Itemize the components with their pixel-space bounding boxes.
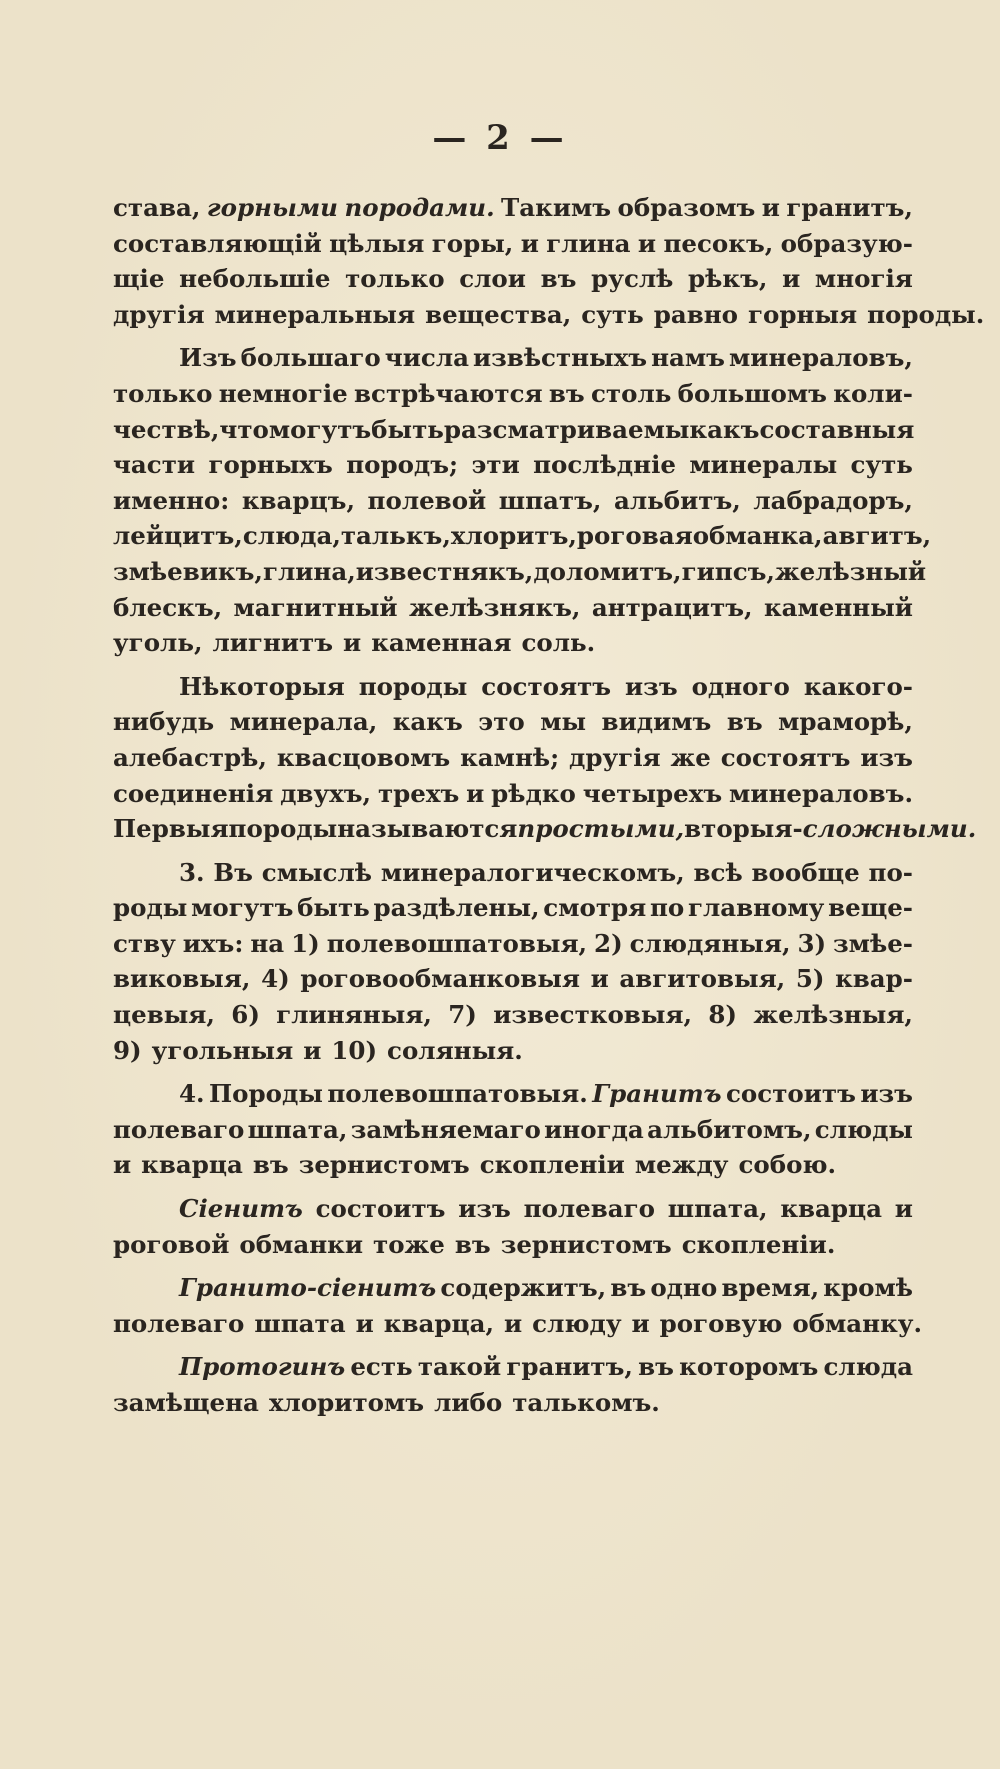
word: слюда, bbox=[242, 521, 341, 551]
word: хлоритомъ bbox=[268, 1388, 425, 1417]
word: ству bbox=[113, 928, 176, 958]
word: суть bbox=[850, 450, 913, 480]
word: какого- bbox=[803, 671, 913, 701]
word: нибудь bbox=[113, 707, 215, 737]
word: полевошпатовыя. bbox=[327, 1079, 588, 1109]
word: и bbox=[520, 228, 539, 258]
word: 7) bbox=[448, 1000, 477, 1030]
word: немногіе bbox=[218, 378, 348, 408]
word: небольшіе bbox=[179, 264, 331, 294]
word: става, bbox=[113, 193, 201, 222]
text-line bbox=[113, 1349, 913, 1385]
word: же bbox=[670, 742, 711, 772]
word: ихъ: bbox=[182, 928, 244, 958]
word: цѣлыя bbox=[329, 228, 425, 258]
text-line bbox=[113, 518, 932, 554]
word: альбитъ, bbox=[613, 485, 741, 515]
word: составляющій bbox=[113, 228, 322, 258]
word: квасцовомъ bbox=[276, 742, 451, 772]
word: вещества, bbox=[425, 299, 572, 329]
word: авгитовыя, bbox=[619, 964, 786, 994]
word: кварца, bbox=[383, 1308, 494, 1338]
word: состоитъ bbox=[315, 1194, 446, 1224]
word: квар- bbox=[835, 964, 913, 994]
word: полевой bbox=[367, 485, 487, 515]
word: какъ bbox=[689, 414, 760, 444]
word: Въ bbox=[213, 857, 253, 887]
word: многія bbox=[814, 264, 913, 294]
word: горы, bbox=[431, 228, 514, 258]
word: разсматриваемы bbox=[443, 414, 690, 444]
word: могутъ bbox=[191, 893, 294, 923]
word: обманки bbox=[239, 1229, 364, 1259]
word: что bbox=[219, 414, 269, 444]
text-line bbox=[113, 1227, 913, 1263]
word: талькъ, bbox=[340, 521, 451, 551]
word: изъ bbox=[860, 742, 913, 772]
word: шпатъ, bbox=[498, 485, 602, 515]
word: 2) bbox=[594, 928, 623, 958]
text-line bbox=[113, 340, 913, 376]
word: змѣе- bbox=[833, 928, 913, 958]
word: могутъ bbox=[268, 414, 372, 444]
word: роды bbox=[113, 893, 188, 923]
word: горныя bbox=[748, 299, 858, 329]
word: соль. bbox=[521, 628, 596, 658]
word: слюда bbox=[823, 1352, 913, 1382]
word: талькомъ. bbox=[512, 1388, 660, 1417]
word: лабрадоръ, bbox=[753, 485, 913, 515]
word: чествѣ, bbox=[113, 414, 220, 444]
word: какъ bbox=[392, 707, 463, 737]
paragraph-gap bbox=[113, 847, 913, 855]
word: по bbox=[649, 893, 685, 923]
word: алебастрѣ, bbox=[113, 742, 267, 772]
word: шпата, bbox=[667, 1194, 768, 1224]
word: въ bbox=[540, 264, 577, 294]
word: 4) bbox=[261, 964, 290, 994]
word: и bbox=[782, 264, 801, 294]
text-line bbox=[113, 669, 913, 705]
word: 10) bbox=[331, 1035, 378, 1065]
word: тоже bbox=[373, 1229, 445, 1259]
text-line bbox=[113, 1076, 913, 1112]
word: скопленіи. bbox=[681, 1229, 836, 1259]
word: 3. bbox=[179, 857, 205, 887]
word: зернистомъ bbox=[500, 1229, 672, 1259]
word: 4. bbox=[179, 1079, 205, 1109]
word: 5) bbox=[795, 964, 825, 994]
text-line bbox=[113, 961, 913, 997]
word: глина bbox=[546, 228, 631, 258]
paragraph-gap bbox=[113, 1068, 913, 1076]
word: смыслѣ bbox=[261, 857, 372, 887]
word: минераловъ, bbox=[729, 343, 913, 373]
word: песокъ, bbox=[663, 228, 774, 258]
word: породы bbox=[358, 671, 468, 701]
word: 6) bbox=[231, 1000, 260, 1030]
word: мраморѣ, bbox=[778, 707, 913, 737]
word: собою. bbox=[738, 1150, 837, 1180]
word: столь bbox=[591, 378, 672, 408]
text-line bbox=[113, 811, 977, 847]
text-line bbox=[113, 855, 913, 891]
word: двухъ, bbox=[280, 778, 372, 808]
text-line bbox=[113, 1033, 913, 1069]
text-line bbox=[113, 997, 913, 1033]
word: Нѣкоторыя bbox=[179, 671, 345, 701]
word: кварца bbox=[141, 1150, 243, 1180]
word: гранитъ, bbox=[786, 193, 913, 222]
word: и bbox=[303, 1035, 322, 1065]
word: большаго bbox=[240, 343, 381, 373]
paragraph-gap bbox=[113, 1341, 913, 1349]
word: состоятъ bbox=[481, 671, 612, 701]
word: есть bbox=[350, 1352, 413, 1382]
word: время, bbox=[721, 1273, 820, 1303]
word: желѣзнякъ, bbox=[408, 592, 581, 622]
word: другія bbox=[569, 742, 661, 772]
word: щіе bbox=[113, 264, 165, 294]
word: только bbox=[113, 378, 213, 408]
word: въ bbox=[726, 707, 763, 737]
word: породъ; bbox=[346, 450, 459, 480]
word: роговообманковыя bbox=[300, 964, 580, 994]
word: рѣкъ, bbox=[688, 264, 768, 294]
word: смотря bbox=[543, 893, 647, 923]
word: и bbox=[355, 1308, 374, 1338]
word: соляныя. bbox=[387, 1035, 523, 1065]
word: хлоритъ, bbox=[450, 521, 577, 551]
text-line bbox=[113, 1385, 913, 1421]
word: глиняныя, bbox=[276, 1000, 432, 1030]
word: Такимъ bbox=[501, 193, 612, 222]
paragraph-gap bbox=[113, 661, 913, 669]
word: простыми, bbox=[517, 814, 685, 844]
text-line bbox=[113, 776, 913, 812]
word: и bbox=[631, 1308, 650, 1338]
word: минеральныя bbox=[214, 299, 416, 329]
word: кварцъ, bbox=[241, 485, 355, 515]
word: горныхъ bbox=[208, 450, 333, 480]
word: минералогическомъ, bbox=[380, 857, 685, 887]
word: между bbox=[634, 1150, 729, 1180]
word: замѣщена bbox=[113, 1388, 259, 1417]
word: и bbox=[113, 1150, 132, 1180]
word: Гранитъ bbox=[592, 1079, 722, 1109]
word: трехъ bbox=[377, 778, 460, 808]
word: авгитъ, bbox=[822, 521, 932, 551]
word: полеваго bbox=[523, 1194, 656, 1224]
word: рѣдко bbox=[491, 778, 576, 808]
word: извѣстныхъ bbox=[473, 343, 648, 373]
word: эти bbox=[471, 450, 520, 480]
word: угольныя bbox=[151, 1035, 294, 1065]
word: роговой bbox=[113, 1229, 230, 1259]
word: скопленіи bbox=[479, 1150, 625, 1180]
text-line bbox=[113, 1112, 913, 1148]
word: быть bbox=[371, 414, 444, 444]
word: гранитъ, bbox=[506, 1352, 633, 1382]
word: руслѣ bbox=[591, 264, 674, 294]
word: другія bbox=[113, 299, 205, 329]
word: каменный bbox=[763, 592, 913, 622]
text-line bbox=[113, 625, 913, 661]
word: Протогинъ bbox=[179, 1352, 346, 1382]
word: породы. bbox=[867, 299, 985, 329]
word: въ bbox=[252, 1150, 289, 1180]
word: и bbox=[504, 1308, 523, 1338]
paragraph-gap bbox=[113, 1183, 913, 1191]
word: по- bbox=[868, 857, 913, 887]
word: альбитомъ, bbox=[647, 1114, 812, 1144]
word: изъ bbox=[458, 1194, 511, 1224]
word: числа bbox=[384, 343, 469, 373]
word: замѣняемаго bbox=[350, 1114, 541, 1144]
word: роговая bbox=[576, 521, 693, 551]
word: большомъ bbox=[677, 378, 827, 408]
word: составныя bbox=[759, 414, 915, 444]
word: лигнитъ bbox=[212, 628, 334, 658]
word: шпата bbox=[254, 1308, 346, 1338]
word: Изъ bbox=[179, 343, 237, 373]
word: обманку. bbox=[792, 1308, 923, 1338]
word: либо bbox=[434, 1388, 503, 1417]
word: полеваго bbox=[113, 1114, 245, 1144]
word: раздѣлены, bbox=[373, 893, 540, 923]
word: и bbox=[343, 628, 362, 658]
text-line bbox=[113, 412, 913, 448]
word: слюду bbox=[532, 1308, 622, 1338]
page-number: — 2 — bbox=[432, 118, 568, 158]
word: полеваго bbox=[113, 1308, 245, 1338]
text-line bbox=[113, 590, 913, 626]
word: и bbox=[761, 193, 780, 222]
word: вторыя- bbox=[684, 814, 803, 844]
word: желѣзный bbox=[774, 556, 927, 586]
word: 3) bbox=[797, 928, 827, 958]
word: встрѣчаются bbox=[354, 378, 543, 408]
word: въ bbox=[548, 378, 585, 408]
word: состоятъ bbox=[720, 742, 851, 772]
word: состоитъ bbox=[726, 1079, 856, 1109]
text-line bbox=[113, 740, 913, 776]
word: шпата, bbox=[247, 1114, 348, 1144]
text-line bbox=[113, 447, 913, 483]
word: доломитъ, bbox=[533, 556, 682, 586]
text-line bbox=[113, 376, 913, 412]
word: змѣевикъ, bbox=[113, 556, 263, 586]
word: въ bbox=[638, 1352, 674, 1382]
word: магнитный bbox=[233, 592, 398, 622]
word: гипсъ, bbox=[681, 556, 775, 586]
word: глина, bbox=[262, 556, 356, 586]
word: слюды bbox=[814, 1114, 913, 1144]
word: и bbox=[894, 1194, 913, 1224]
word: всѣ bbox=[693, 857, 743, 887]
word: которомъ bbox=[679, 1352, 819, 1382]
word: слюдяныя, bbox=[629, 928, 791, 958]
word: сложными. bbox=[802, 814, 977, 844]
text-line bbox=[113, 704, 913, 740]
word: намъ bbox=[651, 343, 725, 373]
word: Гранито-сіенитъ bbox=[179, 1273, 437, 1303]
word: каменная bbox=[371, 628, 512, 658]
word: четырехъ bbox=[582, 778, 723, 808]
word: антрацитъ, bbox=[591, 592, 753, 622]
text-line bbox=[113, 890, 913, 926]
word: кварца bbox=[780, 1194, 883, 1224]
word: полевошпатовыя, bbox=[326, 928, 588, 958]
word: Породы bbox=[209, 1079, 323, 1109]
word: кромѣ bbox=[823, 1273, 913, 1303]
word: лейцитъ, bbox=[113, 521, 243, 551]
word: быть bbox=[297, 893, 370, 923]
text-line bbox=[113, 1147, 913, 1183]
word: только bbox=[345, 264, 445, 294]
word: образомъ bbox=[617, 193, 756, 222]
word: такой bbox=[417, 1352, 502, 1382]
body-text bbox=[113, 190, 985, 1421]
word: 8) bbox=[708, 1000, 738, 1030]
word: и bbox=[590, 964, 609, 994]
word: роговую bbox=[659, 1308, 783, 1338]
word: зернистомъ bbox=[298, 1150, 470, 1180]
word: и bbox=[637, 228, 657, 258]
text-line bbox=[113, 261, 913, 297]
word: породы bbox=[228, 814, 338, 844]
word: иногда bbox=[544, 1114, 644, 1144]
word: камнѣ; bbox=[460, 742, 560, 772]
word: известнякъ, bbox=[355, 556, 534, 586]
word: минерала, bbox=[229, 707, 378, 737]
word: обманка, bbox=[692, 521, 823, 551]
word: веще- bbox=[828, 893, 913, 923]
word: главному bbox=[687, 893, 825, 923]
word: известковыя, bbox=[493, 1000, 693, 1030]
word: послѣдніе bbox=[533, 450, 676, 480]
word: образую- bbox=[780, 228, 913, 258]
paragraph-gap bbox=[113, 1262, 913, 1270]
word: слои bbox=[459, 264, 526, 294]
word: равно bbox=[653, 299, 739, 329]
word: изъ bbox=[860, 1079, 913, 1109]
word: желѣзныя, bbox=[753, 1000, 913, 1030]
word: минераловъ. bbox=[729, 778, 913, 808]
text-line bbox=[113, 926, 913, 962]
word: породами. bbox=[344, 193, 495, 222]
text-line bbox=[113, 226, 913, 262]
word: одного bbox=[691, 671, 790, 701]
word: уголь, bbox=[113, 628, 203, 658]
text-line bbox=[113, 190, 913, 226]
word: содержитъ, bbox=[440, 1273, 607, 1303]
word: Сіенитъ bbox=[179, 1194, 303, 1224]
word: это bbox=[478, 707, 525, 737]
word: блескъ, bbox=[113, 592, 223, 622]
word: соединенія bbox=[113, 778, 274, 808]
word: въ bbox=[454, 1229, 491, 1259]
word: 1) bbox=[291, 928, 320, 958]
word: 9) bbox=[113, 1035, 142, 1065]
word: минералы bbox=[689, 450, 838, 480]
word: видимъ bbox=[601, 707, 712, 737]
word: горными bbox=[206, 193, 338, 222]
word: на bbox=[250, 928, 285, 958]
word: въ bbox=[610, 1273, 647, 1303]
word: коли- bbox=[833, 378, 913, 408]
word: части bbox=[113, 450, 196, 480]
paragraph-gap bbox=[113, 332, 913, 340]
word: мы bbox=[540, 707, 587, 737]
text-line bbox=[113, 483, 913, 519]
text-line bbox=[113, 1191, 913, 1227]
word: и bbox=[466, 778, 485, 808]
word: Первыя bbox=[113, 814, 229, 844]
text-line bbox=[113, 297, 985, 333]
text-line bbox=[113, 554, 927, 590]
text-line bbox=[113, 1306, 923, 1342]
text-line bbox=[113, 1270, 913, 1306]
word: изъ bbox=[625, 671, 678, 701]
word: цевыя, bbox=[113, 1000, 215, 1030]
word: суть bbox=[581, 299, 644, 329]
word: именно: bbox=[113, 485, 230, 515]
word: вообще bbox=[751, 857, 860, 887]
word: одно bbox=[650, 1273, 718, 1303]
word: виковыя, bbox=[113, 964, 251, 994]
word: называются bbox=[337, 814, 518, 844]
